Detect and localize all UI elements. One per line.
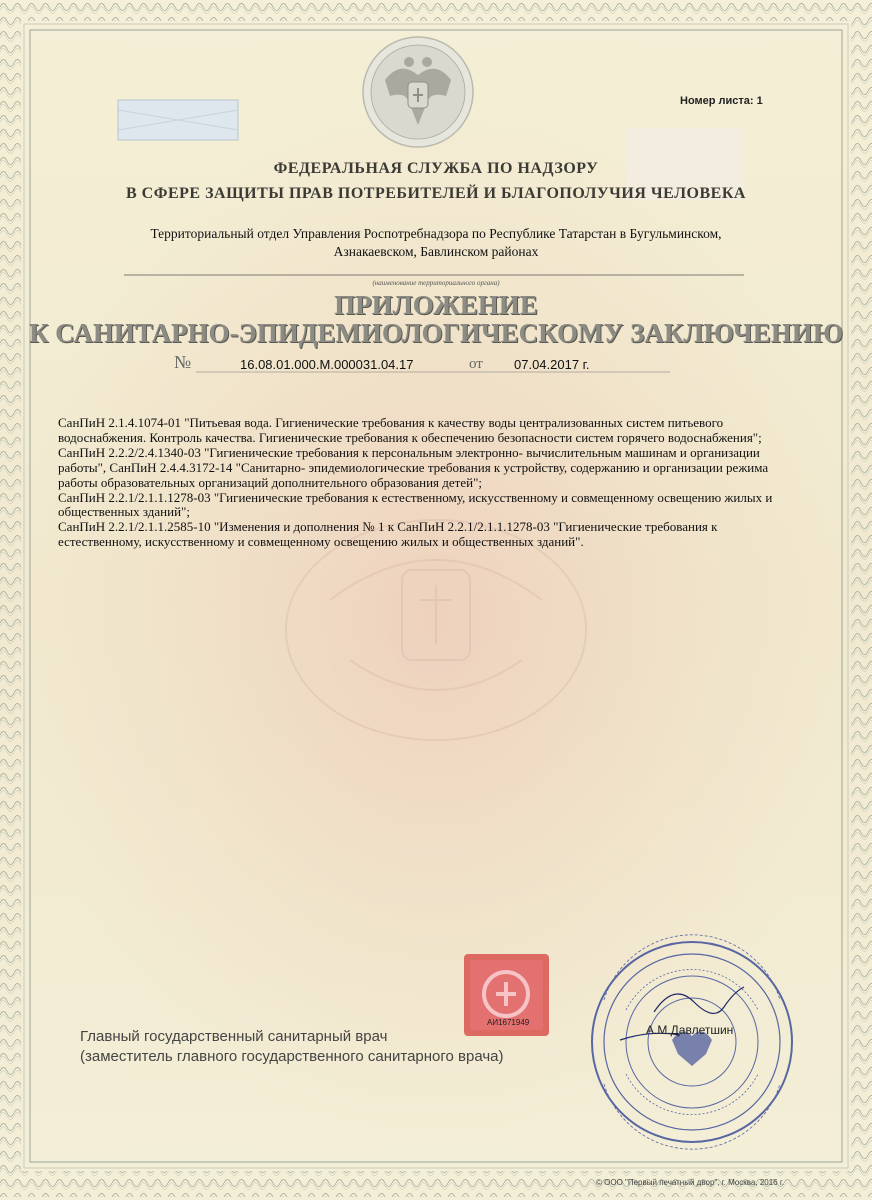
document-title-line2: К САНИТАРНО-ЭПИДЕМИОЛОГИЧЕСКОМУ ЗАКЛЮЧЕНИЮ	[28, 318, 844, 348]
standard-item: СанПиН 2.2.2/2.4.1340-03 "Гигиенические требования к персональным электронно- вычислительным машинам и организации работы", СанПиН 2.4.4.3172-14 "Санитарно- эпидемиологические требования к устройству, содержанию и организации режима работы образовательных организаций дополнительного образования детей";	[58, 444, 769, 490]
agency-title-line1: ФЕДЕРАЛЬНАЯ СЛУЖБА ПО НАДЗОРУ	[273, 160, 599, 177]
hologram-number: АИ1671949	[487, 1018, 530, 1027]
standards-list	[58, 416, 788, 550]
standard-item: СанПиН 2.2.1/2.1.1.1278-03 "Гигиенические требования к естественному, искусственному и совмещенному освещению жилых и общественных зданий";	[58, 489, 773, 520]
document-number: 16.08.01.000.М.000031.04.17	[240, 357, 414, 372]
signature-title-line2: (заместитель главного государственного санитарного врача)	[80, 1048, 504, 1065]
official-stamp-icon	[592, 935, 792, 1149]
printer-footer: © ООО "Первый печатный двор", г. Москва, 2016 г.	[596, 1178, 785, 1187]
agency-title-line2: В СФЕРЕ ЗАЩИТЫ ПРАВ ПОТРЕБИТЕЛЕЙ И БЛАГОПОЛУЧИЯ ЧЕЛОВЕКА	[126, 185, 746, 202]
signature-title-line1: Главный государственный санитарный врач	[80, 1028, 388, 1045]
organization-line2: Азнакаевском, Бавлинском районах	[333, 244, 539, 259]
document-date: 07.04.2017 г.	[514, 357, 590, 372]
number-label: №	[174, 352, 192, 372]
sheet-number: Номер листа: 1	[680, 95, 763, 107]
standard-item: СанПиН 2.2.1/2.1.1.2585-10 "Изменения и дополнения № 1 к СанПиН 2.2.1/2.1.1.1278-03 "Гигиенические требования к естественному, искусственному и совмещенному освещению жилых и общественных зданий".	[58, 519, 718, 550]
organization-hint: (наименование территориального органа)	[372, 279, 500, 287]
organization-line1: Территориальный отдел Управления Роспотребнадзора по Республике Татарстан в Бугульминском,	[150, 226, 722, 241]
emblem-icon	[363, 37, 473, 147]
document-title-line1: ПРИЛОЖЕНИЕ	[334, 290, 538, 320]
date-label: от	[469, 356, 483, 372]
signer-name: А.М.Давлетшин	[646, 1023, 734, 1037]
standard-item: СанПиН 2.1.4.1074-01 "Питьевая вода. Гигиенические требования к качеству воды централизованных систем питьевого водоснабжения. Контроль качества. Гигиенические требования к обеспечению безопасности систем горячего водоснабжения";	[58, 415, 762, 445]
security-strip-icon	[118, 100, 238, 140]
